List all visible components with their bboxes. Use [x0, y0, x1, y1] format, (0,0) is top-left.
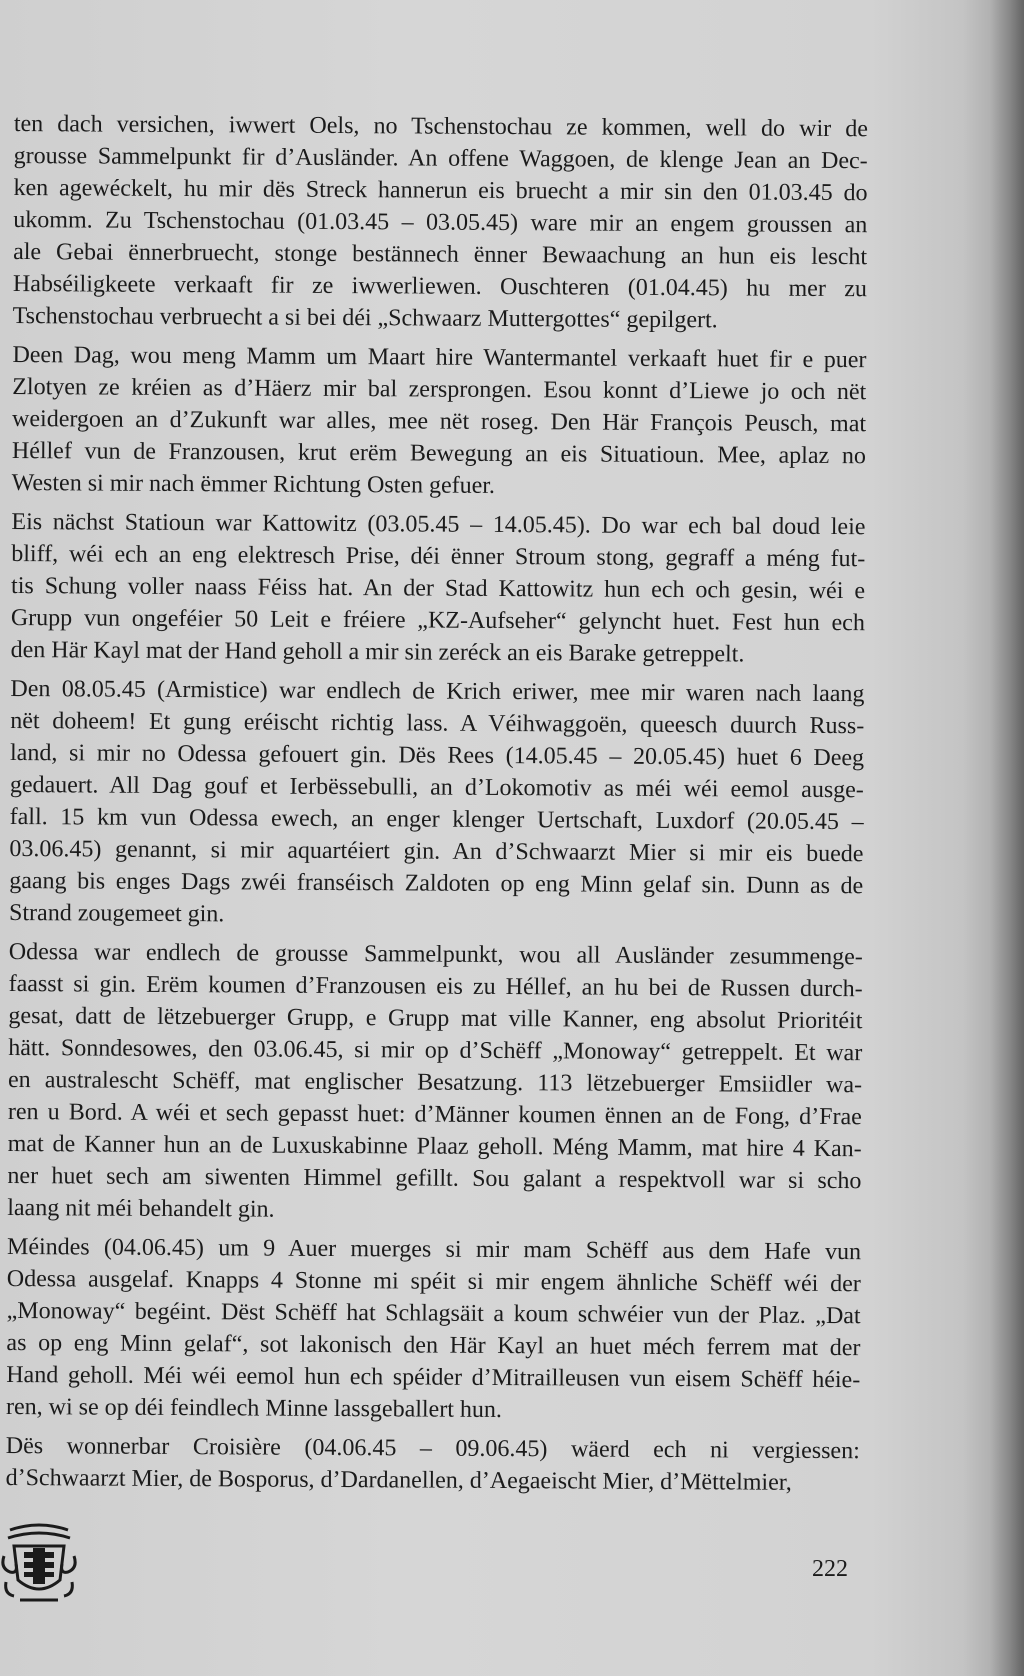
paragraph [11, 506, 866, 671]
text-line: ren, wi se op déi feindlech Minne lassgeballert hun. [5, 1393, 502, 1424]
text-line: „Monoway“ begéint. Dëst Schëff hat Schlagsäit a koum schwéier vun der Plaz. „Dat [6, 1297, 861, 1330]
text-line: den Här Kayl mat der Hand geholl a mir sin zeréck an eis Barake getreppelt. [10, 636, 745, 668]
paragraph [12, 339, 867, 504]
paragraph [13, 108, 868, 337]
text-line: faasst si gin. Erëm koumen d’Franzousen eis zu Héllef, an hu bei de Russen durch- [8, 970, 863, 1003]
text-line: Hand geholl. Méi wéi eemol hun ech spéider d’Mitrailleusen vun eisem Schëff héie- [6, 1361, 861, 1394]
text-line: Deen Dag, wou meng Mamm um Maart hire Wantermantel verkaaft huet fir e puer [12, 341, 867, 374]
paragraph [6, 1430, 860, 1499]
text-line: Grupp vun ongeféier 50 Leit e fréiere „KZ-Aufseher“ gelyncht huet. Fest hun ech [10, 604, 865, 637]
text-line: gaang bis enges Dags zwéi franséisch Zaldoten op eng Minn gelaf sin. Dunn as de [9, 867, 864, 900]
text-line: Odessa ausgelaf. Knapps 4 Stonne mi spéit si mir engem ähnliche Schëff wéi der [6, 1265, 861, 1298]
text-line: Den 08.05.45 (Armistice) war endlech de Krich eriwer, mee mir waren nach laang [10, 675, 865, 708]
text-line: Héllef vun de Franzousen, krut erëm Bewegung an eis Situatioun. Mee, aplaz no [11, 437, 866, 470]
text-line: Odessa war endlech de grousse Sammelpunkt, wou all Ausländer zesummenge- [8, 938, 863, 971]
text-line: Westen si mir nach ëmmer Richtung Osten gefuer. [11, 469, 496, 499]
text-line: Dës wonnerbar Croisière (04.06.45 – 09.06.45) wäerd ech ni vergiessen: [5, 1432, 860, 1465]
text-line: ner huet sech am siwenten Himmel gefillt. Sou galant a respektvoll war si scho [7, 1162, 862, 1195]
text-line: Strand zougemeet gin. [9, 899, 225, 928]
text-line: 03.06.45) genannt, si mir aquartéiert gin. An d’Schwaarzt Mier si mir eis buede [9, 835, 864, 868]
text-line: nët doheem! Et gung eréischt richtig lass. A Véihwaggoën, queesch duurch Russ- [10, 707, 865, 740]
text-line: d’Schwaarzt Mier, de Bosporus, d’Dardanellen, d’Aegaeischt Mier, d’Mëttelmier, [5, 1464, 792, 1496]
text-line: land, si mir no Odessa gefouert gin. Dës Rees (14.05.45 – 20.05.45) huet 6 Deeg [9, 739, 865, 772]
text-line: mat de Kanner hun an de Luxuskabinne Plaaz geholl. Méng Mamm, mat hire 4 Kan- [7, 1130, 862, 1163]
page-edge-shadow [990, 0, 1024, 1676]
text-line: hätt. Sonndesowes, den 03.06.45, si mir op d’Schëff „Monoway“ getreppelt. Et war [8, 1034, 863, 1067]
body-text [5, 108, 867, 1506]
text-line: Tschenstochau verbruecht a si bei déi „Schwaarz Muttergottes“ gepilgert. [12, 302, 718, 334]
text-line: Méindes (04.06.45) um 9 Auer muerges si mir mam Schëff aus dem Hafe vun [6, 1233, 862, 1266]
text-line: gedauert. All Dag gouf et Ierbëssebulli, an d’Lokomotiv as méi wéi eemol ausge- [9, 771, 864, 804]
crest-logo-icon [0, 1520, 78, 1608]
text-line: bliff, wéi ech an eng elektresch Prise, déi ënner Stroum stong, gegraff a méng fut- [11, 540, 866, 573]
text-line: tis Schung voller naass Féiss hat. An der Stad Kattowitz hun ech och gesin, wéi e [11, 572, 866, 605]
text-line: fall. 15 km vun Odessa ewech, an enger klenger Uertschaft, Luxdorf (20.05.45 – [9, 803, 864, 836]
text-line: ken agewéckelt, hu mir dës Streck hannerun eis bruecht a mir sin den 01.03.45 do [13, 174, 868, 207]
text-line: ren u Bord. A wéi et sech gepasst huet: d’Männer koumen ënnen an de Fong, d’Frae [7, 1098, 862, 1131]
paragraph [9, 673, 865, 934]
text-line: Eis nächst Statioun war Kattowitz (03.05.45 – 14.05.45). Do war ech bal doud leie [11, 508, 866, 541]
text-line: ale Gebai ënnerbruecht, stonge bestännech ënner Bewaachung an hun eis lescht [13, 238, 868, 271]
text-line: laang nit méi behandelt gin. [7, 1194, 275, 1223]
text-line: grousse Sammelpunkt fir d’Ausländer. An offene Waggoen, de klenge Jean an Dec- [13, 142, 868, 175]
text-line: Zlotyen ze kréien as d’Häerz mir bal zersprongen. Esou konnt d’Liewe jo och nët [12, 373, 867, 406]
text-line: en australescht Schëff, mat englischer Besatzung. 113 lëtzebuerger Emsiidler wa- [7, 1066, 863, 1099]
text-line: ukomm. Zu Tschenstochau (01.03.45 – 03.05.45) ware mir an engem groussen an [13, 206, 868, 239]
text-line: gesat, datt de lëtzebuerger Grupp, e Grupp mat ville Kanner, eng absolut Prioritéit [8, 1002, 863, 1035]
paragraph [6, 1231, 861, 1428]
text-line: as op eng Minn gelaf“, sot lakonisch den Här Kayl an huet méch ferrem mat der [6, 1329, 861, 1362]
text-line: ten dach versichen, iwwert Oels, no Tschenstochau ze kommen, well do wir de [13, 110, 868, 143]
page-number: 222 [812, 1556, 848, 1582]
text-line: weidergoen an d’Zukunft war alles, mee nët roseg. Den Här François Peusch, mat [12, 405, 867, 438]
paragraph [7, 936, 863, 1229]
text-line: Habséiligkeete verkaaft fir ze iwwerliewen. Ouschteren (01.04.45) hu mer zu [12, 270, 867, 303]
